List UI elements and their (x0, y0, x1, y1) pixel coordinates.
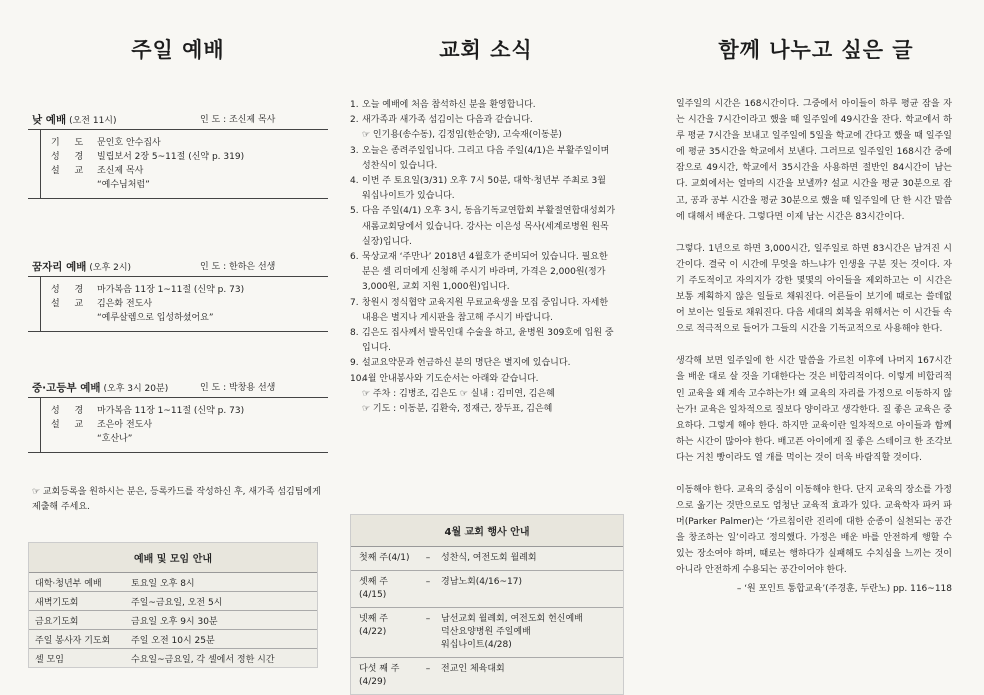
event-week: 다섯 째 주(4/29) (359, 664, 400, 687)
essay-paragraph: 그렇다. 1년으로 하면 3,000시간, 일주일로 하면 83시간은 남겨진 시간이다. 결국 이 시간에 무엇을 하느냐가 인생을 구분 짓는 것이다. 자기 주도적이고 자의지가 강한 몇몇의 아이들을 제외하고는 이 시간은 보통 계획하지 않은 일들로 채워진다. 어른들이 보기에 때로는 쓸데없어 보이는 일들로 채워진다. 다음 세대의 회복을 위해서는 이 시간들 속으로 적극적으로 들어가 그들의 시간을 기독교적으로 사용해야 한다. (676, 243, 952, 335)
schedule-name: 새벽기도회 (35, 597, 79, 608)
event-item: 성찬식, 여전도회 월례회 (441, 553, 537, 563)
event-item: 워십나이트(4/28) (441, 640, 512, 650)
news-number: 9. (350, 358, 359, 369)
news-number: 6. (350, 252, 359, 263)
event-row (351, 658, 623, 694)
title-sunday-worship: 주일 예배 (131, 38, 225, 62)
news-number: 1. (350, 100, 359, 110)
event-items (441, 552, 623, 565)
schedule-title: 예배 및 모임 안내 (29, 543, 317, 573)
news-text: 이번 주 토요일(3/31) 오후 7시 50분, 대학·청년부 주최로 3월 워십나이트가 있습니다. (362, 176, 606, 202)
service-details (40, 277, 328, 331)
news-text: 새가족과 새가족 섬김이는 다음과 같습니다. (362, 115, 533, 126)
schedule-row (29, 611, 317, 630)
role-value: 마가복음 11장 1~11절 (신약 p. 73) (97, 406, 245, 416)
event-row (351, 571, 623, 608)
role-label: 기 도 (51, 138, 90, 148)
schedule-row (29, 649, 317, 667)
news-text: 창원시 정식협약 교육지원 무료교육생을 모집 중입니다. 자세한 내용은 별지나 게시판을 참고해 주시기 바랍니다. (362, 297, 609, 323)
role-label: 성 경 (51, 152, 90, 162)
service-name: 낮 예배 (32, 114, 67, 126)
service-row (51, 297, 328, 311)
service-youth-worship (28, 380, 328, 453)
news-number: 10. (350, 373, 365, 384)
role-label: 성 경 (51, 285, 90, 295)
news-text: 오늘은 종려주일입니다. 그리고 다음 주일(4/1)은 부활주일이며 성찬식이 있습니다. (362, 145, 610, 171)
service-name: 중·고등부 예배 (32, 382, 101, 394)
event-item: 덕산요양병원 주일예배 (441, 627, 531, 637)
event-row (351, 547, 623, 571)
news-subline: ☞ 주차 : 김병조, 김은도 ☞ 실내 : 김미연, 김은혜 (362, 388, 555, 399)
news-list (350, 98, 616, 417)
service-row (51, 404, 328, 418)
sermon-title: “예루살렘으로 입성하셨어요” (97, 313, 214, 323)
event-week: 넷째 주(4/22) (359, 614, 388, 637)
news-text: 다음 주일(4/1) 오후 3시, 동읍기독교연합회 부활절연합대성회가 새롬교회당에서 있습니다. 강사는 이은성 목사(세계로병원 원목실장)입니다. (362, 206, 616, 247)
schedule-row (29, 573, 317, 592)
service-row (51, 150, 328, 164)
event-items (441, 576, 623, 602)
news-number: 2. (350, 115, 359, 126)
event-item: 경남노회(4/16~17) (441, 577, 523, 587)
role-value: 조신제 목사 (97, 166, 144, 176)
news-item (350, 113, 616, 128)
news-item (350, 326, 616, 356)
service-row (51, 283, 328, 297)
news-text: 묵상교재 ‘주만나’ 2018년 4월호가 준비되어 있습니다. 필요한 분은 셀 리더에게 신청해 주시기 바라며, 가격은 2,000원(정가 3,000원, 교회 지원 1,000원)입니다. (362, 252, 608, 293)
schedule-box (28, 542, 318, 668)
service-leader: 인 도 : 한하은 선생 (200, 262, 276, 272)
schedule-name: 주일 봉사자 기도회 (35, 635, 111, 646)
role-label: 설 교 (51, 166, 90, 176)
service-time: (오전 11시) (69, 116, 117, 126)
schedule-name: 금요기도회 (35, 616, 79, 627)
event-week: 셋째 주(4/15) (359, 577, 388, 600)
event-row (351, 608, 623, 658)
service-header (28, 259, 328, 277)
service-header (28, 380, 328, 398)
news-subline: ☞ 기도 : 이동분, 김환숙, 정재근, 장두표, 김은혜 (362, 404, 553, 415)
sermon-title: “예수님처럼” (97, 180, 150, 190)
service-time: (오후 2시) (89, 263, 132, 273)
news-item (350, 174, 616, 204)
service-day-worship (28, 112, 328, 199)
role-value: 빌립보서 2장 5~11절 (신약 p. 319) (97, 152, 245, 162)
schedule-name: 대학·청년부 예배 (35, 578, 102, 589)
event-dash: – (425, 553, 431, 563)
news-item (350, 144, 616, 174)
events-title: 4월 교회 행사 안내 (351, 515, 623, 547)
news-number: 5. (350, 206, 359, 217)
sermon-title: “호산나” (97, 434, 133, 444)
event-items (441, 663, 623, 689)
events-box (350, 514, 624, 695)
title-shared-writing: 함께 나누고 싶은 글 (718, 38, 914, 62)
schedule-time: 수요일~금요일, 각 셀에서 정한 시간 (131, 654, 275, 665)
essay-paragraph: 일주일의 시간은 168시간이다. 그중에서 아이들이 하루 평균 잠을 자는 시간을 7시간이라고 했을 때 일주일에 49시간을 잔다. 학교에서 하루 평균 7시간을 보내고 일주일에 5일을 학교에 간다고 했을 때 일주일에 평균 35시간을 학교에서 보낸다. 그러므로 일주일인 168시간 중에 잠으로 49시간, 학교에서 35시간을 사용하면 절반인 84시간이 남는다. 교회에서는 얼마의 시간을 보낼까? 설교 시간을 평균 30분으로 잡고, 공과 공부 시간을 평균 30분으로 했을 때 일주일에 단 한 시간 말씀에 대해서 배운다. 그렇다면 이제 남는 시간은 83시간이다. (676, 99, 952, 222)
schedule-time: 토요일 오후 8시 (131, 578, 195, 589)
role-value: 김은화 전도사 (97, 299, 153, 309)
service-name: 꿈자리 예배 (32, 261, 87, 273)
event-dash: – (425, 614, 431, 624)
news-item (350, 356, 616, 371)
service-kids-worship (28, 259, 328, 332)
schedule-time: 주일~금요일, 오전 5시 (131, 597, 223, 608)
title-church-news: 교회 소식 (439, 38, 533, 62)
service-details (40, 130, 328, 198)
service-leader: 인 도 : 박창용 선생 (200, 383, 276, 393)
news-number: 7. (350, 297, 359, 308)
registration-note: ☞ 교회등록을 원하시는 분은, 등록카드를 작성하신 후, 새가족 섬김팀에게 제출해 주세요. (32, 487, 321, 512)
schedule-time: 주일 오전 10시 25분 (131, 635, 215, 646)
schedule-name: 셀 모임 (35, 654, 64, 665)
essay-paragraph: 생각해 보면 일주일에 한 시간 말씀을 가르친 이후에 나머지 167시간을 배운 대로 살 것을 기대한다는 것은 비합리적이다. 이렇게 비합리적인 교육을 왜 계속 고수하는가! 왜 교육의 자리를 가정으로 이동하지 않는가! 교육은 일차적으로 질보다 양이라고 생각한다. 질 좋은 교육은 중요하다. 그렇게 해야 한다. 하지만 교육이란 일차적으로 아이들과 함께하는 시간이 많아야 한다. 배고픈 아이에게 질 좋은 스테이크 한 조각보다는 거친 빵이라도 열 개를 먹이는 것이 더욱 바람직할 것이다. (676, 356, 952, 463)
role-label: 설 교 (51, 299, 90, 309)
event-dash: – (425, 664, 431, 674)
news-text: 오늘 예배에 처음 참석하신 분을 환영합니다. (362, 100, 536, 110)
schedule-time: 금요일 오후 9시 30분 (131, 616, 218, 627)
role-label: 성 경 (51, 406, 90, 416)
news-item (350, 250, 616, 296)
essay (676, 96, 952, 597)
role-value: 마가복음 11장 1~11절 (신약 p. 73) (97, 285, 245, 295)
service-row (51, 164, 328, 178)
news-number: 3. (350, 145, 359, 156)
role-value: 문인호 안수집사 (97, 138, 161, 148)
event-week: 첫째 주(4/1) (359, 553, 410, 563)
news-number: 4. (350, 176, 359, 187)
news-text: 김은도 집사께서 발목인대 수술을 하고, 윤병원 309호에 입원 중입니다. (362, 328, 614, 354)
news-number: 8. (350, 328, 359, 339)
news-text: 설교요약문과 헌금하신 분의 명단은 별지에 있습니다. (362, 358, 571, 369)
schedule-row (29, 630, 317, 649)
event-items (441, 613, 623, 652)
service-leader: 인 도 : 조신제 목사 (200, 115, 276, 125)
service-details (40, 398, 328, 452)
service-row (51, 136, 328, 150)
news-item (350, 296, 616, 326)
event-item: 남선교회 월례회, 여전도회 헌신예배 (441, 614, 583, 624)
schedule-row (29, 592, 317, 611)
news-item (350, 372, 616, 387)
event-item: 전교인 체육대회 (441, 664, 505, 674)
service-header (28, 112, 328, 130)
service-time: (오후 3시 20분) (103, 384, 169, 394)
news-item (350, 98, 616, 113)
news-subline: ☞ 인기용(송수동), 김정임(한순양), 고숙재(이동분) (362, 130, 562, 141)
event-dash: – (425, 577, 431, 587)
role-label: 설 교 (51, 420, 90, 430)
service-row (51, 418, 328, 432)
essay-paragraph: 이동해야 한다. 교육의 중심이 이동해야 한다. 단지 교육의 장소를 가정으로 옮기는 것만으로도 엄청난 교육적 효과가 있다. 교육학자 파커 파머(Parker Palmer)는 ‘가르침이란 진리에 대한 순종이 실천되는 공간을 창조하는 일’이라고 정의했다. 가정은 배운 바를 안전하게 행할 수 있는 장소여야 하며, 때로는 행하다가 실패해도 수치심을 느끼는 것이 아니라 안전하게 수용되는 공간이어야 한다. (676, 484, 952, 576)
essay-source: – ‘원 포인트 통합교육’(주경훈, 두란노) pp. 116~118 (736, 583, 952, 594)
role-value: 조은아 전도사 (97, 420, 153, 430)
news-text: 4월 안내봉사와 기도순서는 아래와 같습니다. (362, 373, 539, 384)
news-item (350, 204, 616, 250)
